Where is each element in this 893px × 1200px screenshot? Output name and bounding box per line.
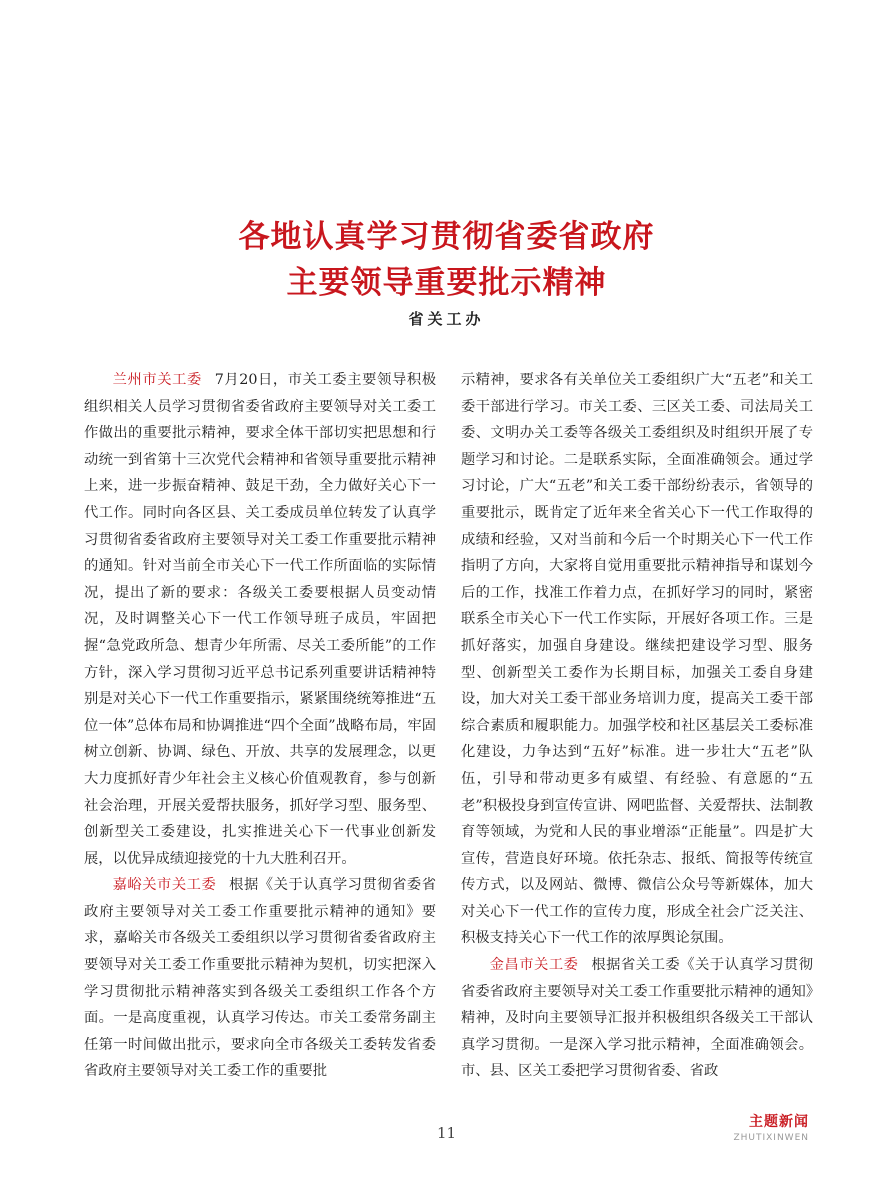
org-name-lanzhou: 兰州市关工委: [112, 372, 202, 388]
page-number: 11: [436, 1124, 457, 1142]
paragraph-text: 根据省关工委《关于认真学习贯彻省委省政府主要领导对关工委工作重要批示精神的通知》精神，及时向主要领导汇报并积极组织各级关工干部认真学习贯彻。一是深入学习批示精神，全面准确领会。市、县、区关工委把学习贯彻省委、省政: [461, 957, 813, 1080]
section-tag: [733, 1111, 809, 1143]
article-title: [0, 214, 893, 306]
left-column: [84, 367, 436, 1085]
paragraph-text: 根据《关于认真学习贯彻省委省政府主要领导对关工委工作重要批示精神的通知》要求，嘉峪关市各级关工委组织以学习贯彻省委省政府主要领导对关工委工作重要批示精神为契机，切实把深入学习贯彻批示精神落实到各级关工委组织工作各个方面。一是高度重视，认真学习传达。市关工委常务副主任第一时间做出批示，要求向全市各级关工委转发省委省政府主要领导对关工委工作的重要批: [84, 877, 436, 1080]
paragraph-jiayuguan: [84, 872, 436, 1085]
article-author: 省关工办: [408, 310, 485, 328]
section-pinyin: ZHUTIXINWEN: [733, 1133, 809, 1143]
org-name-jiayuguan: 嘉峪关市关工委: [112, 877, 217, 894]
paragraph-jinchang: [461, 952, 813, 1085]
paragraph-jiayuguan-continued: 示精神，要求各有关单位关工委组织广大“五老”和关工委干部进行学习。市关工委、三区关工委、司法局关工委、文明办关工委等各级关工委组织及时组织开展了专题学习和讨论。二是联系实际，全面准确领会。通过学习讨论，广大“五老”和关工委干部纷纷表示，省领导的重要批示，既肯定了近年来全省关心下一代工作取得的成绩和经验，又对当前和今后一个时期关心下一代工作指明了方向，大家将自觉用重要批示精神指导和谋划今后的工作，找准工作着力点，在抓好学习的同时，紧密联系全市关心下一代工作实际，开展好各项工作。三是抓好落实，加强自身建设。继续把建设学习型、服务型、创新型关工委作为长期目标，加强关工委自身建设，加大对关工委干部业务培训力度，提高关工委干部综合素质和履职能力。加强学校和社区基层关工委标准化建设，力争达到“五好”标准。进一步壮大“五老”队伍，引导和带动更多有威望、有经验、有意愿的“五老”积极投身到宣传宣讲、网吧监督、关爱帮扶、法制教育等领域，为党和人民的事业增添“正能量”。四是扩大宣传，营造良好环境。依托杂志、报纸、简报等传统宣传方式，以及网站、微博、微信公众号等新媒体，加大对关心下一代工作的宣传力度，形成全社会广泛关注、积极支持关心下一代工作的浓厚舆论氛围。: [461, 372, 813, 947]
right-column: [461, 367, 813, 1085]
section-name: 主题新闻: [749, 1114, 809, 1130]
org-name-jinchang: 金昌市关工委: [489, 957, 579, 974]
paragraph-text: 7月20日，市关工委主要领导积极组织相关人员学习贯彻省委省政府主要领导对关工委工作做出的重要批示精神，要求全体干部切实把思想和行动统一到省第十三次党代会精神和省领导重要批示精神上来，进一步振奋精神、鼓足干劲，全力做好关心下一代工作。同时向各区县、关工委成员单位转发了认真学习贯彻省委省政府主要领导对关工委工作重要批示精神的通知。针对当前全市关心下一代工作所面临的实际情况，提出了新的要求：各级关工委要根据人员变动情况，及时调整关心下一代工作领导班子成员，牢固把握“急党政所急、想青少年所需、尽关工委所能”的工作方针，深入学习贯彻习近平总书记系列重要讲话精神特别是对关心下一代工作重要指示，紧紧围绕统筹推进“五位一体”总体布局和协调推进“四个全面”战略布局，牢固树立创新、协调、绿色、开放、共享的发展理念，以更大力度抓好青少年社会主义核心价值观教育，参与创新社会治理，开展关爱帮扶服务，抓好学习型、服务型、创新型关工委建设，扎实推进关心下一代事业创新发展，以优异成绩迎接党的十九大胜利召开。: [84, 372, 436, 867]
article-title-line-1: 各地认真学习贯彻省委省政府: [238, 219, 655, 255]
article-title-line-2: 主要领导重要批示精神: [286, 265, 607, 301]
paragraph-lanzhou: [84, 367, 436, 872]
